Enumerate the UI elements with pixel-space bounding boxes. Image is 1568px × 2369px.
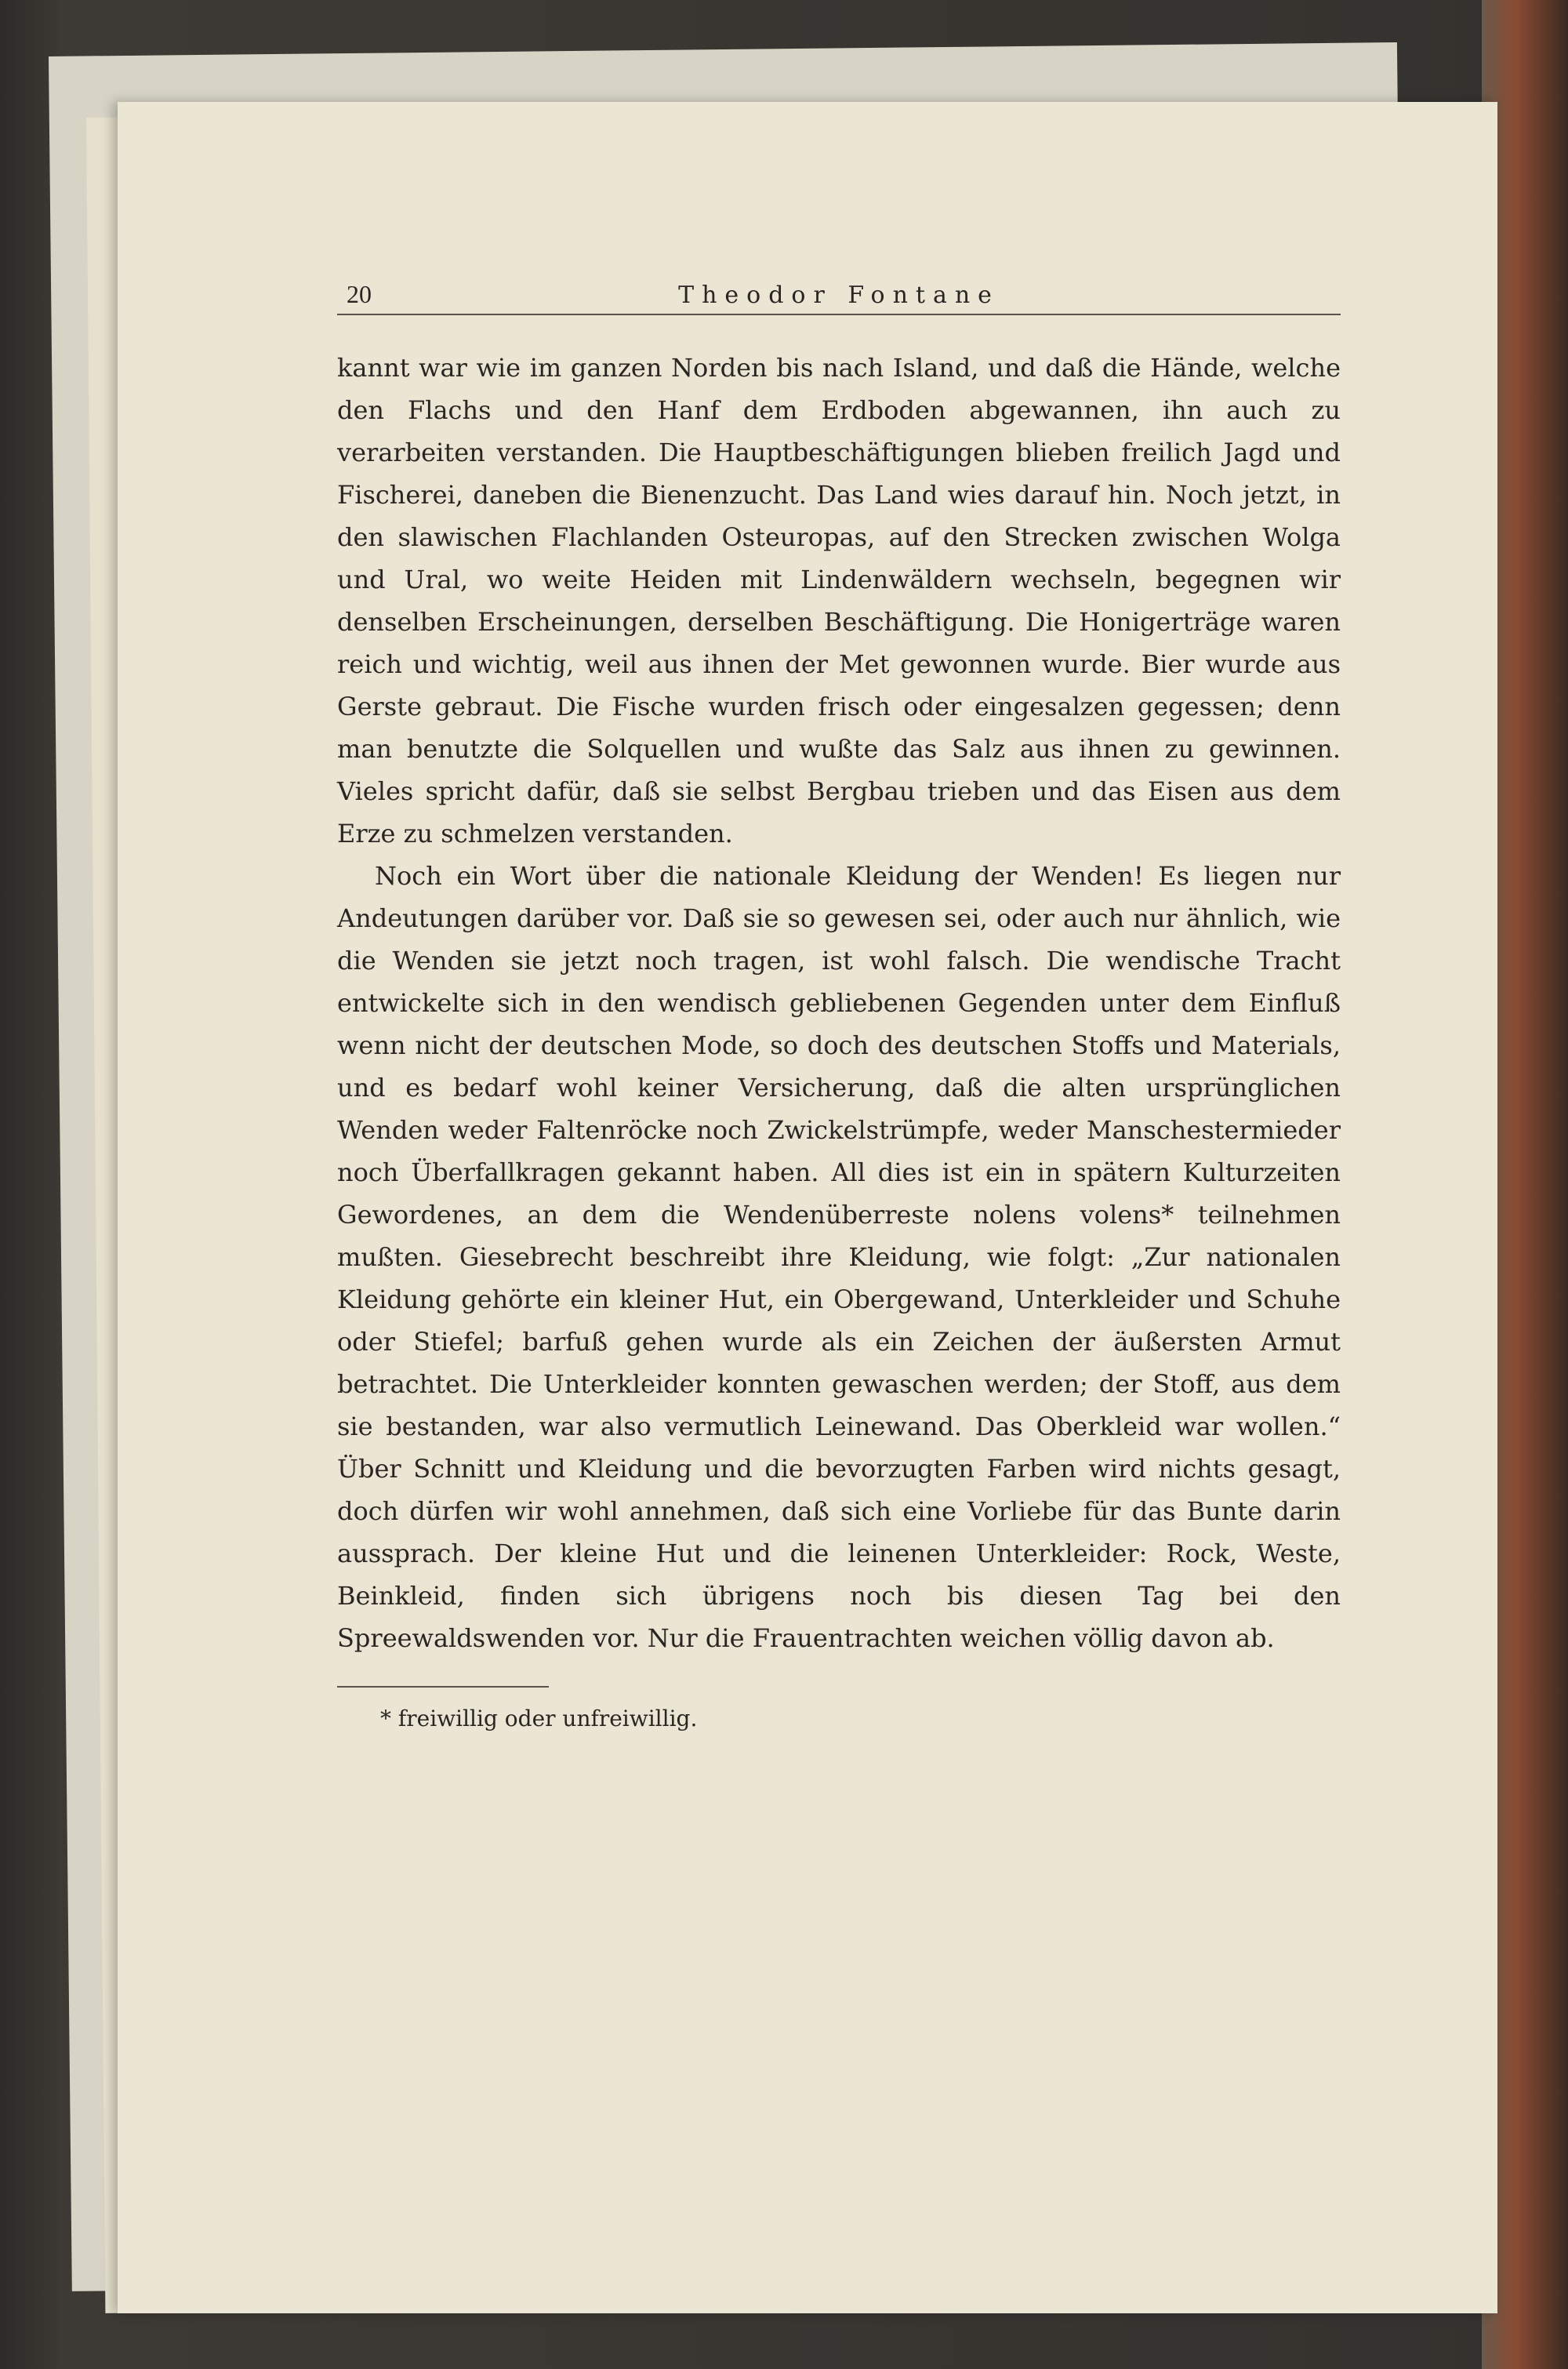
footnote: * freiwillig oder unfreiwillig. bbox=[380, 1706, 698, 1731]
running-title: Theodor Fontane bbox=[678, 282, 1000, 309]
footnote-divider bbox=[337, 1686, 549, 1688]
page-content bbox=[337, 267, 1341, 1735]
page-number: 20 bbox=[347, 280, 372, 308]
paragraph-2: Noch ein Wort über die nationale Kleidung der Wenden! Es liegen nur Andeutungen darüber vor. Daß sie so gewesen sei, oder auch nur ähnlich, wie die Wenden sie jetzt noch tragen, ist wohl falsch. Die wendische Tracht entwickelte sich in den wendisch gebliebenen Gegenden unter dem Einfluß wenn nicht der deutschen Mode, so doch des deutschen Stoffs und Materials, und es bedarf wohl keiner Versicherung, daß die alten ursprünglichen Wenden weder Faltenröcke noch Zwickelstrümpfe, weder Manschestermieder noch Überfallkragen gekannt haben. All dies ist ein in spätern Kulturzeiten Gewordenes, an dem die Wendenüberreste nolens volens* teilnehmen mußten. Giesebrecht beschreibt ihre Kleidung, wie folgt: „Zur nationalen Kleidung gehörte ein kleiner Hut, ein Obergewand, Unterkleider und Schuhe oder Stiefel; barfuß gehen wurde als ein Zeichen der äußersten Armut betrachtet. Die Unterkleider konnten gewaschen werden; der Stoff, aus dem sie bestanden, war also vermutlich Leinewand. Das Oberkleid war wollen.“ Über Schnitt und Kleidung und die bevorzugten Farben wird nichts gesagt, doch dürfen wir wohl annehmen, daß sich eine Vorliebe für das Bunte darin aussprach. Der kleine Hut und die leinenen Unterkleider: Rock, Weste, Beinkleid, finden sich übrigens noch bis diesen Tag bei den Spreewaldswenden vor. Nur die Frauentrachten weichen völlig davon ab. bbox=[337, 861, 1341, 1653]
running-head bbox=[337, 267, 1341, 315]
paragraph-1: kannt war wie im ganzen Norden bis nach Island, und daß die Hände, welche den Flachs und den Hanf dem Erdboden abgewannen, ihn auch zu verarbeiten verstanden. Die Hauptbeschäftigungen blieben freilich Jagd und Fischerei, daneben die Bienenzucht. Das Land wies darauf hin. Noch jetzt, in den slawischen Flachlanden Osteuropas, auf den Strecken zwischen Wolga und Ural, wo weite Heiden mit Lindenwäldern wechseln, begegnen wir denselben Erscheinungen, derselben Beschäftigung. Die Honigerträge waren reich und wichtig, weil aus ihnen der Met gewonnen wurde. Bier wurde aus Gerste gebraut. Die Fische wurden frisch oder eingesalzen gegessen; denn man benutzte die Solquellen und wußte das Salz aus ihnen zu gewinnen. Vieles spricht dafür, daß sie selbst Bergbau trieben und das Eisen aus dem Erze zu schmelzen verstanden. bbox=[337, 353, 1341, 848]
